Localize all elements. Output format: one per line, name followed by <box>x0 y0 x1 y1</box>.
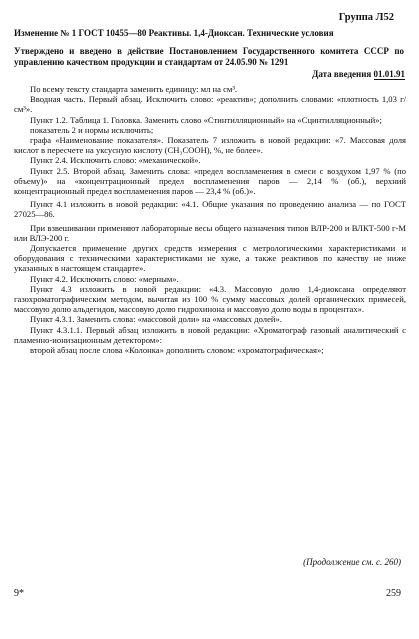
paragraph: Допускается применение других средств измерения с метрологическими характеристиками и оборудования с техническими характеристиками не хуже, а также реактивов по качеству не ниже указанных в настоящем стандарте». <box>14 243 406 274</box>
approval-statement: Утверждено и введено в действие Постановлением Государственного комитета СССР по управлению качеством продукции и стандартам от 24.05.90 № 1291 <box>14 46 404 67</box>
paragraph: Пункт 4.3.1. Заменить слова: «массовой доли» на «массовых долей». <box>30 314 282 325</box>
effective-date <box>312 69 405 79</box>
paragraph: Пункт 4.3.1.1. Первый абзац изложить в новой редакции: «Хроматограф газовый аналитический с пламенно-ионизационным детектором»: <box>14 324 406 345</box>
amendment-title: Изменение № 1 ГОСТ 10455—80 Реактивы. 1,4-Диоксан. Технические условия <box>14 28 334 38</box>
group-code: Группа Л52 <box>338 12 394 23</box>
paragraph: показатель 2 и нормы исключить; <box>30 124 154 135</box>
page-number: 259 <box>386 588 401 599</box>
effective-date-value: 01.01.91 <box>373 69 405 79</box>
paragraph: Пункт 4.1 изложить в новой редакции: «4.1. Общие указания по проведению анализа — по ГОСТ 27025—86. <box>14 199 406 220</box>
paragraph: Пункт 2.5. Второй абзац. Заменить слова: «предел воспламенения в смеси с воздухом 1,97 % (по объему)» на «концентрационный предел воспламенения паров — 2,14 % (об.), верхний концентрационный предел воспламенения паров — 23,4 % (об.)». <box>14 165 406 197</box>
paragraph: Пункт 4.2. Исключить слово: «мерным». <box>30 273 179 284</box>
paragraph: графа «Наименование показателя». Показатель 7 изложить в новой редакции: «7. Массовая доля кислот в пересчете на уксусную кислоту (CH₃COOH), %, не более». <box>14 135 406 156</box>
paragraph: По всему тексту стандарта заменить единицу: мл на см³. <box>30 84 238 94</box>
continuation-note: (Продолжение см. с. 260) <box>303 557 401 567</box>
paragraph: второй абзац после слова «Колонка» дополнить словом: «хроматографическая»; <box>30 345 324 356</box>
paragraph: Пункт 4.3 изложить в новой редакции: «4.3. Массовую долю 1,4-диоксана определяют газохроматографическим методом, вычитая из 100 % сумму массовых долей органических примесей, массовую долю альдегидов, массовую долю гидрохинона и массовую долю воды в процентах». <box>14 283 406 315</box>
printer-signature: 9* <box>14 588 24 599</box>
effective-date-label: Дата введения <box>312 69 372 79</box>
paragraph: Пункт 2.4. Исключить слово: «механической». <box>30 155 201 166</box>
amendment-body <box>14 84 406 355</box>
paragraph: При взвешивании применяют лабораторные весы общего назначения типов ВЛР-200 и ВЛКТ-500 г-М или ВЛЭ-200 г. <box>14 222 406 243</box>
paragraph: Вводная часть. Первый абзац. Исключить слово: «реактив»; дополнить словами: «плотность 1,03 г/см³». <box>14 94 406 115</box>
paragraph: Пункт 1.2. Таблица 1. Головка. Заменить слово «Стинтилляционный» на «Сцинтилляционный»; <box>30 114 382 125</box>
